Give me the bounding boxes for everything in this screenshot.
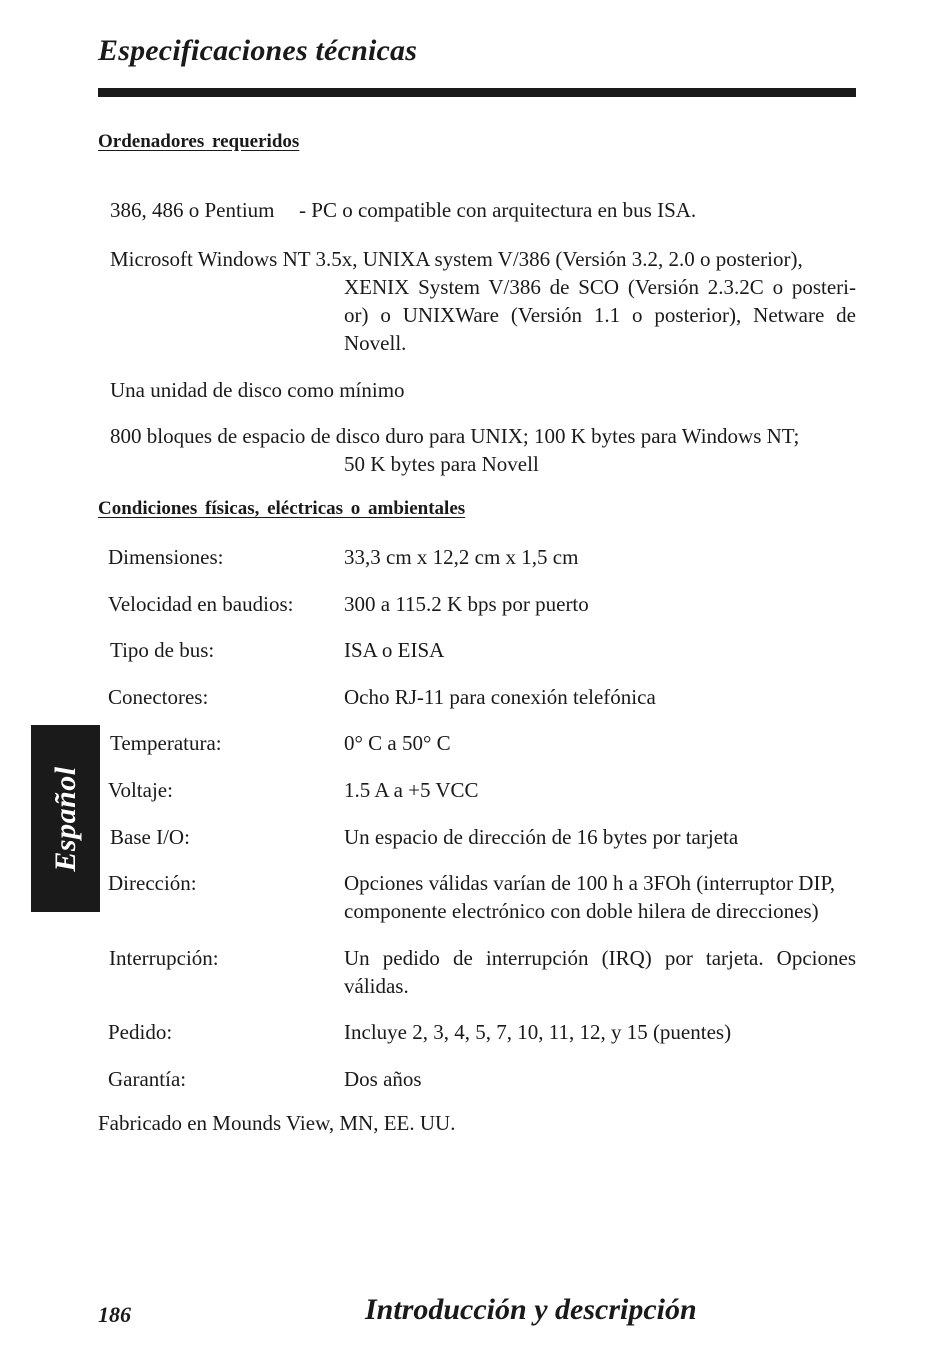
spec-label: Garantía: <box>108 1067 187 1091</box>
manufactured-note: Fabricado en Mounds View, MN, EE. UU. <box>98 1111 456 1135</box>
req-row-disk: Una unidad de disco como mínimo <box>110 378 405 402</box>
spec-value: Ocho RJ-11 para conexión telefónica <box>344 685 656 709</box>
req-row-space-first: 800 bloques de espacio de disco duro para UNIX; 100 K bytes para Windows NT; <box>110 424 800 448</box>
language-side-tab-label: Español <box>48 765 82 872</box>
req-row-os-cont: XENIX System V/386 de SCO (Versión 2.3.2C o posteri- or) o UNIXWare (Versión 1.1 o posterior), Netware de Novell. <box>344 275 856 355</box>
header-rule <box>98 88 856 97</box>
spec-label: Interrupción: <box>109 946 219 970</box>
spec-value: 33,3 cm x 12,2 cm x 1,5 cm <box>344 545 579 569</box>
page-number: 186 <box>98 1302 131 1327</box>
spec-label: Base I/O: <box>110 825 190 849</box>
spec-value: ISA o EISA <box>344 638 445 662</box>
spec-label: Pedido: <box>108 1020 173 1044</box>
spec-label: Dimensiones: <box>108 545 224 569</box>
req-processor-label: 386, 486 o Pentium <box>110 198 275 222</box>
spec-value: Dos años <box>344 1067 422 1091</box>
req-processor-value: - PC o compatible con arquitectura en bus ISA. <box>299 198 697 222</box>
spec-label: Voltaje: <box>108 778 173 802</box>
req-row-os-first: Microsoft Windows NT 3.5x, UNIXA system V/386 (Versión 3.2, 2.0 o posterior), <box>110 247 803 271</box>
spec-label: Velocidad en baudios: <box>108 592 294 616</box>
page-title: Especificaciones técnicas <box>98 34 418 67</box>
spec-label: Tipo de bus: <box>110 638 215 662</box>
spec-label: Dirección: <box>108 871 197 895</box>
spec-label: Temperatura: <box>110 731 222 755</box>
footer-title: Introducción y descripción <box>365 1293 697 1326</box>
req-row-processor <box>110 196 696 224</box>
spec-value: Un pedido de interrupción (IRQ) por tarjeta. Opciones válidas. <box>344 946 856 998</box>
spec-value: Opciones válidas varían de 100 h a 3FOh (interruptor DIP, componente electrónico con doble hilera de direcciones) <box>344 871 836 923</box>
spec-value: Un espacio de dirección de 16 bytes por tarjeta <box>344 825 739 849</box>
spec-label: Conectores: <box>108 685 209 709</box>
spec-value: 0° C a 50° C <box>344 731 451 755</box>
section-heading-conditions: Condiciones físicas, eléctricas o ambientales <box>98 498 466 519</box>
spec-value: 300 a 115.2 K bps por puerto <box>344 592 589 616</box>
spec-value: 1.5 A a +5 VCC <box>344 778 479 802</box>
spec-value: Incluye 2, 3, 4, 5, 7, 10, 11, 12, y 15 (puentes) <box>344 1020 732 1044</box>
req-row-space-cont: 50 K bytes para Novell <box>344 452 539 476</box>
language-side-tab <box>31 725 100 912</box>
section-heading-requirements: Ordenadores requeridos <box>98 131 300 152</box>
